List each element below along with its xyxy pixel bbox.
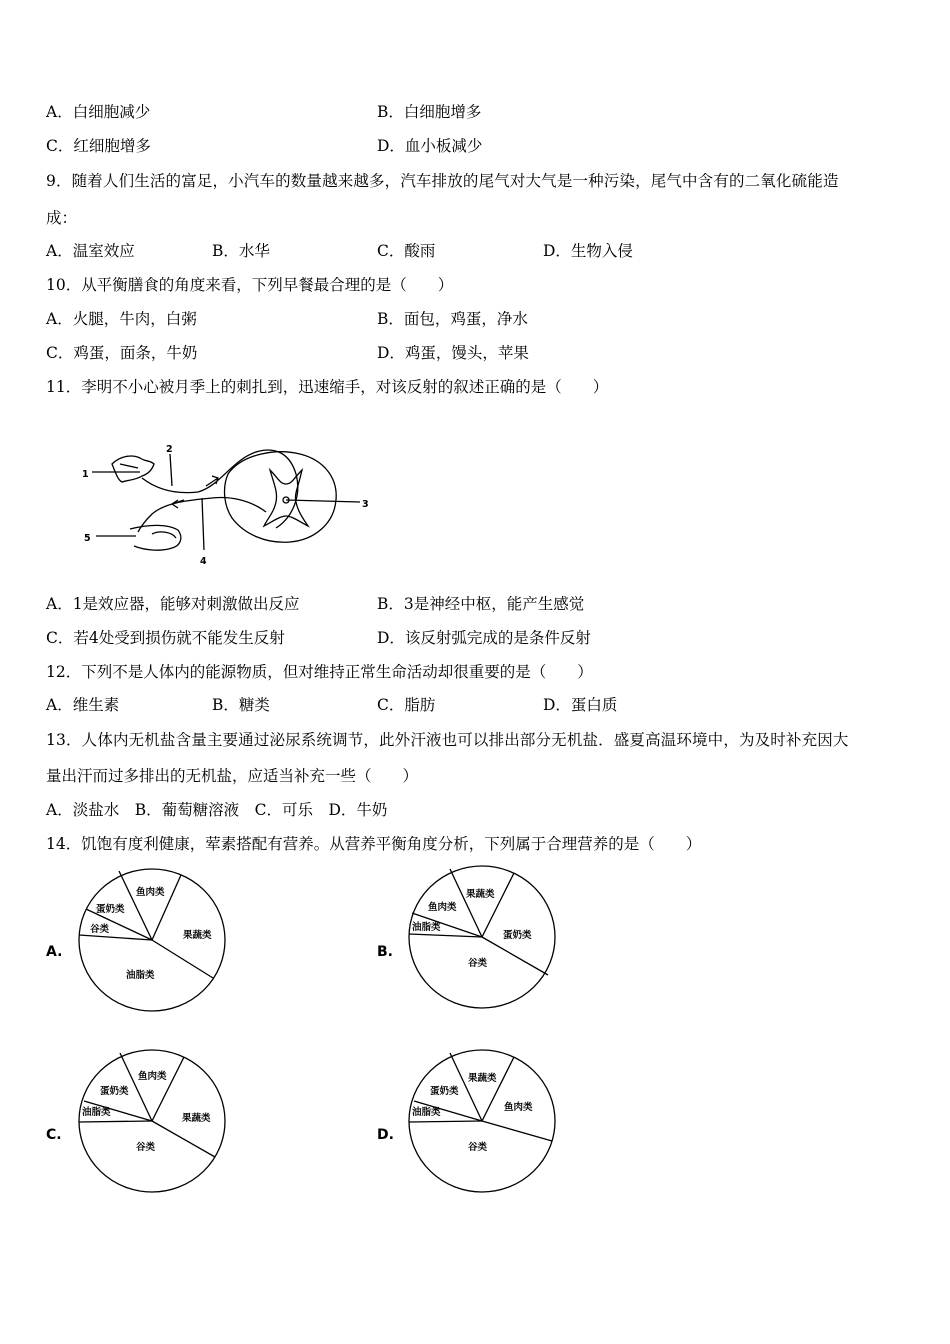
pie-c-sector-fish: 鱼肉类 — [138, 1071, 167, 1082]
pie-b-sector-egg-milk: 蛋奶类 — [503, 930, 532, 941]
pie-chart-a — [76, 866, 228, 1016]
q8-option-a: A．白细胞减少 — [46, 103, 151, 121]
q9-option-d: D．生物入侵 — [543, 242, 633, 260]
pie-c-sector-grain: 谷类 — [136, 1142, 156, 1153]
label-3: 3 — [362, 499, 369, 510]
reflex-arc-diagram — [80, 434, 380, 574]
pie-a-divider-2 — [152, 875, 181, 940]
q9-option-c: C．酸雨 — [377, 242, 436, 260]
q13-stem-line2: 量出汗而过多排出的无机盐，应适当补充一些（ ） — [46, 767, 419, 785]
pie-a-divider-3 — [152, 940, 213, 978]
pie-d-sector-fish: 鱼肉类 — [504, 1102, 533, 1113]
q10-option-c: C．鸡蛋，面条，牛奶 — [46, 344, 198, 362]
pie-c-sector-oil: 油脂类 — [82, 1107, 111, 1118]
pie-a-sector-oil: 油脂类 — [126, 970, 155, 981]
q12-option-d: D．蛋白质 — [543, 696, 618, 714]
label-2: 2 — [166, 444, 173, 455]
q13-stem-line1: 13．人体内无机盐含量主要通过泌尿系统调节，此外汗液也可以排出部分无机盐．盛夏高温环境中，为及时补充因大 — [46, 731, 849, 749]
pie-a-sector-fish: 鱼肉类 — [136, 887, 165, 898]
pie-b-sector-fish: 鱼肉类 — [428, 902, 457, 913]
pie-d-sector-egg-milk: 蛋奶类 — [430, 1086, 459, 1097]
q12-option-b: B．糖类 — [212, 696, 270, 714]
q14-option-c-label: C. — [46, 1127, 62, 1143]
q14-stem: 14．饥饱有度利健康，荤素搭配有营养。从营养平衡角度分析，下列属于合理营养的是（ ） — [46, 835, 702, 853]
q9-option-a: A．温室效应 — [46, 242, 135, 260]
pie-chart-b — [406, 865, 558, 1015]
pie-b-divider-3 — [482, 937, 548, 975]
pie-chart-d — [406, 1049, 558, 1199]
q10-stem: 10．从平衡膳食的角度来看，下列早餐最合理的是（ ） — [46, 276, 454, 294]
label-5: 5 — [84, 533, 91, 544]
pie-a-divider-4 — [79, 935, 152, 940]
pie-c-divider-2 — [152, 1057, 184, 1121]
q11-option-a: A．1是效应器，能够对刺激做出反应 — [46, 595, 300, 613]
pie-d-sector-grain: 谷类 — [468, 1142, 488, 1153]
pie-b-sector-grain: 谷类 — [468, 958, 488, 969]
pie-d-divider-4 — [409, 1121, 482, 1122]
q11-option-c: C．若4处受到损伤就不能发生反射 — [46, 629, 285, 647]
pie-b-sector-fruit-veg: 果蔬类 — [466, 889, 495, 900]
pie-d-sector-fruit-veg: 果蔬类 — [468, 1073, 497, 1084]
q8-option-d: D．血小板减少 — [377, 137, 483, 155]
pie-d-divider-3 — [482, 1121, 552, 1141]
q12-option-a: A．维生素 — [46, 696, 120, 714]
q14-option-d-label: D. — [377, 1127, 394, 1143]
grey-matter — [264, 470, 308, 526]
q11-option-d: D．该反射弧完成的是条件反射 — [377, 629, 591, 647]
sensory-nerve — [142, 450, 298, 528]
pie-a-sector-egg-milk: 蛋奶类 — [96, 904, 125, 915]
q10-option-b: B．面包，鸡蛋，净水 — [377, 310, 528, 328]
finger-shape — [152, 532, 176, 538]
arrow-motor — [172, 500, 184, 508]
pie-chart-c — [76, 1049, 228, 1199]
skin-receptor-shape — [112, 456, 154, 482]
pie-c-sector-fruit-veg: 果蔬类 — [182, 1113, 211, 1124]
label-4: 4 — [200, 556, 207, 567]
pie-b-divider-2 — [482, 873, 514, 937]
pie-a-sector-grain: 谷类 — [90, 924, 110, 935]
spinal-cord — [225, 452, 337, 542]
q8-option-c: C．红细胞增多 — [46, 137, 151, 155]
leader-4 — [202, 498, 204, 550]
pie-c-divider-3 — [152, 1121, 215, 1157]
pie-d-sector-oil: 油脂类 — [412, 1107, 441, 1118]
q12-stem: 12．下列不是人体内的能源物质，但对维持正常生命活动却很重要的是（ ） — [46, 663, 593, 681]
pie-c-divider-4 — [79, 1121, 152, 1122]
q9-option-b: B．水华 — [212, 242, 270, 260]
q11-option-b: B．3是神经中枢，能产生感觉 — [377, 595, 585, 613]
q13-options: A．淡盐水 B．葡萄糖溶液 C．可乐 D．牛奶 — [46, 801, 388, 819]
pie-b-sector-oil: 油脂类 — [412, 922, 441, 933]
q9-stem-line1: 9．随着人们生活的富足，小汽车的数量越来越多，汽车排放的尾气对大气是一种污染，尾气中含有的二氧化硫能造 — [46, 172, 839, 190]
q14-option-a-label: A. — [46, 944, 63, 960]
q10-option-a: A．火腿，牛肉，白粥 — [46, 310, 197, 328]
q14-option-b-label: B. — [377, 944, 393, 960]
pie-a-sector-fruit-veg: 果蔬类 — [183, 930, 212, 941]
skin-hatch — [120, 464, 140, 472]
label-1: 1 — [82, 469, 89, 480]
q11-stem: 11．李明不小心被月季上的刺扎到，迅速缩手，对该反射的叙述正确的是（ ） — [46, 378, 609, 396]
q10-option-d: D．鸡蛋，馒头，苹果 — [377, 344, 529, 362]
q12-option-c: C．脂肪 — [377, 696, 436, 714]
pie-c-sector-egg-milk: 蛋奶类 — [100, 1086, 129, 1097]
leader-3 — [286, 500, 360, 502]
q9-stem-line2: 成： — [46, 209, 78, 227]
hand-shape — [130, 525, 181, 550]
q8-option-b: B．白细胞增多 — [377, 103, 482, 121]
leader-2 — [170, 454, 172, 486]
pie-b-divider-4 — [409, 934, 482, 937]
